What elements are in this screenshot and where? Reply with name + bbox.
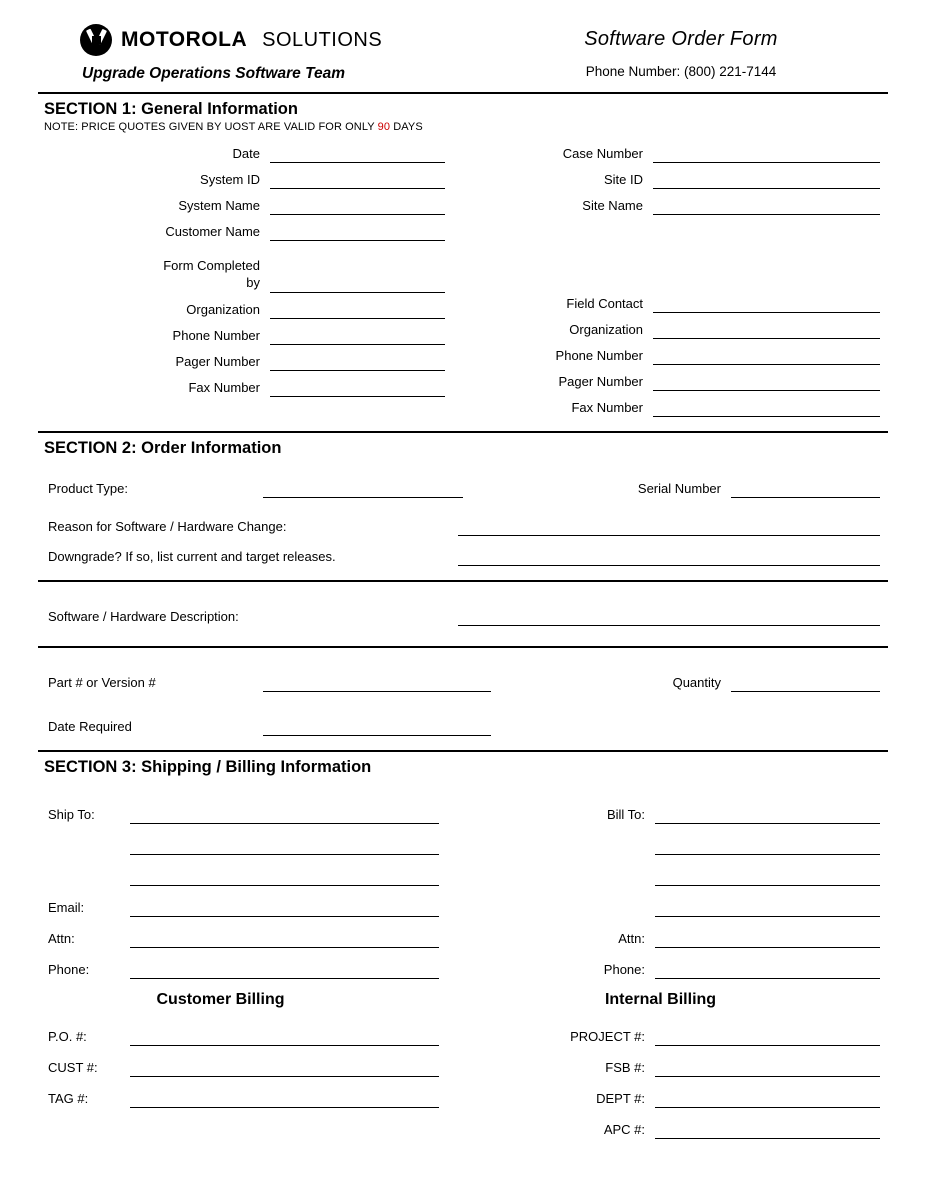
field-bill-to-4[interactable] [463,886,888,917]
section1-note-days: 90 [377,121,391,133]
field-customer-name-input[interactable] [270,226,445,241]
field-date-input[interactable] [270,148,445,163]
row-part-quantity [34,662,892,692]
section1-block1 [34,137,892,241]
field-email[interactable] [38,886,463,917]
header-title-block [480,18,882,79]
field-apc-number-label: APC #: [603,1122,645,1137]
field-quantity-input[interactable] [731,677,880,692]
field-organization-left-input[interactable] [270,304,445,319]
brand-motorola-text: MOTOROLA [121,28,248,51]
field-serial-number-input[interactable] [731,483,880,498]
page-title: Software Order Form [584,28,778,50]
field-bill-to-input-4[interactable] [655,902,880,917]
field-organization-left[interactable] [38,293,463,319]
brand-solutions-text: SOLUTIONS [262,28,383,51]
row-ship-bill-3 [34,855,892,886]
field-attn-ship-input[interactable] [130,933,439,948]
field-organization-right-input[interactable] [653,324,880,339]
field-pager-number-left-label: Pager Number [175,354,260,369]
field-system-id-input[interactable] [270,174,445,189]
field-fsb-number-label: FSB #: [605,1060,645,1075]
field-organization-right-label: Organization [569,322,643,337]
field-quantity-label: Quantity [672,675,721,690]
field-date-required-input[interactable] [263,721,491,736]
field-ship-to-1[interactable] [38,793,463,824]
section1-note-prefix: NOTE: PRICE QUOTES GIVEN BY UOST ARE VALID FOR ONLY [44,121,378,133]
field-project-number[interactable] [463,1015,888,1046]
field-bill-to-label: Bill To: [606,807,645,822]
field-date-label: Date [232,146,260,161]
field-dept-number[interactable] [463,1077,888,1108]
field-ship-to-input-1[interactable] [130,809,439,824]
field-phone-number-left-input[interactable] [270,330,445,345]
field-bill-to-2[interactable] [463,824,888,855]
field-form-completed-by-label-line1: Form Completed [163,258,260,273]
header-branding [80,18,480,83]
row-tag-dept [34,1077,892,1108]
row-phone [34,948,892,979]
field-fax-number-left-label: Fax Number [188,380,260,395]
field-organization-left-label: Organization [186,302,260,317]
section1-note-suffix: DAYS [390,121,423,133]
field-system-id[interactable] [38,163,463,189]
field-pager-number-left-input[interactable] [270,356,445,371]
field-bill-to-3[interactable] [463,855,888,886]
row-apc [34,1108,892,1139]
field-phone-bill[interactable] [463,948,888,979]
field-blank-left [38,1108,463,1139]
field-organization-right[interactable] [463,313,888,339]
row-cust-fsb [34,1046,892,1077]
field-dept-number-label: DEPT #: [596,1091,645,1106]
field-po-number-label: P.O. #: [48,1029,87,1044]
section1-left-column-1 [38,137,463,241]
field-product-type-label: Product Type: [48,481,128,496]
support-phone-number: Phone Number: (800) 221-7144 [585,64,777,79]
field-system-name[interactable] [38,189,463,215]
field-pager-number-right[interactable] [463,365,888,391]
billing-headings [34,991,892,1009]
field-tag-number-label: TAG #: [48,1091,89,1106]
field-ship-to-input-2[interactable] [130,840,439,855]
field-fax-number-right-label: Fax Number [571,400,643,415]
field-part-number-input[interactable] [263,677,491,692]
field-site-id-input[interactable] [653,174,880,189]
field-fsb-number[interactable] [463,1046,888,1077]
field-phone-ship-input[interactable] [130,964,439,979]
field-date[interactable] [38,137,463,163]
field-phone-bill-input[interactable] [655,964,880,979]
field-project-number-input[interactable] [655,1031,880,1046]
field-downgrade-label: Downgrade? If so, list current and target releases. [48,549,336,564]
field-apc-number-input[interactable] [655,1124,880,1139]
customer-billing-heading: Customer Billing [156,991,285,1008]
field-phone-number-right-input[interactable] [653,350,880,365]
field-description-label: Software / Hardware Description: [48,609,239,624]
field-ship-to-label: Ship To: [48,807,95,822]
field-po-number-input[interactable] [130,1031,439,1046]
field-attn-bill[interactable] [463,917,888,948]
row-software-hardware-description [34,596,892,626]
field-form-completed-by-input[interactable] [270,278,445,293]
field-case-number-input[interactable] [653,148,880,163]
field-bill-to-input-3[interactable] [655,871,880,886]
row-ship-bill-2 [34,824,892,855]
row-po-project [34,1015,892,1046]
field-customer-name[interactable] [38,215,463,241]
field-fax-number-left[interactable] [38,371,463,397]
field-email-input[interactable] [130,902,439,917]
field-field-contact[interactable] [463,287,888,313]
field-ship-to-2[interactable] [38,824,463,855]
form-header [34,18,892,92]
field-field-contact-label: Field Contact [566,296,643,311]
row-product-type [34,468,892,498]
field-field-contact-input[interactable] [653,298,880,313]
row-email [34,886,892,917]
field-tag-number-input[interactable] [130,1093,439,1108]
field-site-id-label: Site ID [603,172,643,187]
field-phone-ship[interactable] [38,948,463,979]
row-attn [34,917,892,948]
field-date-required-label: Date Required [48,719,132,734]
field-pager-number-right-label: Pager Number [558,374,643,389]
brand-row [80,24,480,56]
field-attn-ship[interactable] [38,917,463,948]
row-date-required [34,706,892,736]
section3-title: SECTION 3: Shipping / Billing Information [44,758,372,776]
field-description-input[interactable] [458,611,880,626]
team-subtitle: Upgrade Operations Software Team [82,65,345,82]
section1-note [34,121,892,137]
field-tag-number[interactable] [38,1077,463,1108]
field-downgrade-input[interactable] [458,551,880,566]
field-case-number-label: Case Number [562,146,643,161]
field-reason-input[interactable] [458,521,880,536]
field-site-name[interactable] [463,189,888,215]
field-phone-number-right[interactable] [463,339,888,365]
field-apc-number[interactable] [463,1108,888,1139]
field-ship-to-input-3[interactable] [130,871,439,886]
field-reason-label: Reason for Software / Hardware Change: [48,519,287,534]
field-form-completed-by-label [38,257,270,293]
field-attn-bill-label: Attn: [618,931,645,946]
field-dept-number-input[interactable] [655,1093,880,1108]
field-phone-number-right-label: Phone Number [555,348,643,363]
field-site-id[interactable] [463,163,888,189]
section2-title: SECTION 2: Order Information [44,439,282,457]
field-system-id-label: System ID [200,172,260,187]
field-bill-to-input-2[interactable] [655,840,880,855]
field-system-name-label: System Name [178,198,260,213]
field-fax-number-left-input[interactable] [270,382,445,397]
field-serial-number-label: Serial Number [637,481,721,496]
field-pager-number-left[interactable] [38,345,463,371]
field-form-completed-by[interactable] [38,258,463,293]
field-product-type-input[interactable] [263,483,463,498]
field-ship-to-3[interactable] [38,855,463,886]
field-phone-number-left[interactable] [38,319,463,345]
field-phone-bill-label: Phone: [603,962,645,977]
section1-title: SECTION 1: General Information [44,100,298,118]
field-po-number[interactable] [38,1015,463,1046]
motorola-logo-icon [80,24,112,56]
section1-block2 [34,258,892,417]
field-case-number[interactable] [463,137,888,163]
row-downgrade [34,536,892,566]
field-bill-to-input-1[interactable] [655,809,880,824]
field-site-name-input[interactable] [653,200,880,215]
field-cust-number[interactable] [38,1046,463,1077]
field-cust-number-label: CUST #: [48,1060,98,1075]
field-system-name-input[interactable] [270,200,445,215]
field-blank-left-label [38,1137,130,1139]
field-fax-number-right[interactable] [463,391,888,417]
field-customer-name-label: Customer Name [165,224,260,239]
row-reason-for-change [34,506,892,536]
field-site-name-label: Site Name [582,198,643,213]
field-cust-number-input[interactable] [130,1062,439,1077]
field-email-label: Email: [48,900,85,915]
section1-left-column-2 [38,258,463,417]
field-part-number-label: Part # or Version # [48,675,156,690]
field-pager-number-right-input[interactable] [653,376,880,391]
field-project-number-label: PROJECT #: [570,1029,645,1044]
internal-billing-heading: Internal Billing [604,991,717,1008]
field-form-completed-by-label-line2: by [246,275,260,290]
section1-right-column-2 [463,267,888,417]
section1-right-column-1 [463,137,888,241]
field-phone-ship-label: Phone: [48,962,90,977]
field-phone-number-left-label: Phone Number [172,328,260,343]
field-attn-bill-input[interactable] [655,933,880,948]
field-bill-to-1[interactable] [463,793,888,824]
field-attn-ship-label: Attn: [48,931,75,946]
field-fsb-number-input[interactable] [655,1062,880,1077]
field-fax-number-right-input[interactable] [653,402,880,417]
row-ship-bill-1 [34,793,892,824]
